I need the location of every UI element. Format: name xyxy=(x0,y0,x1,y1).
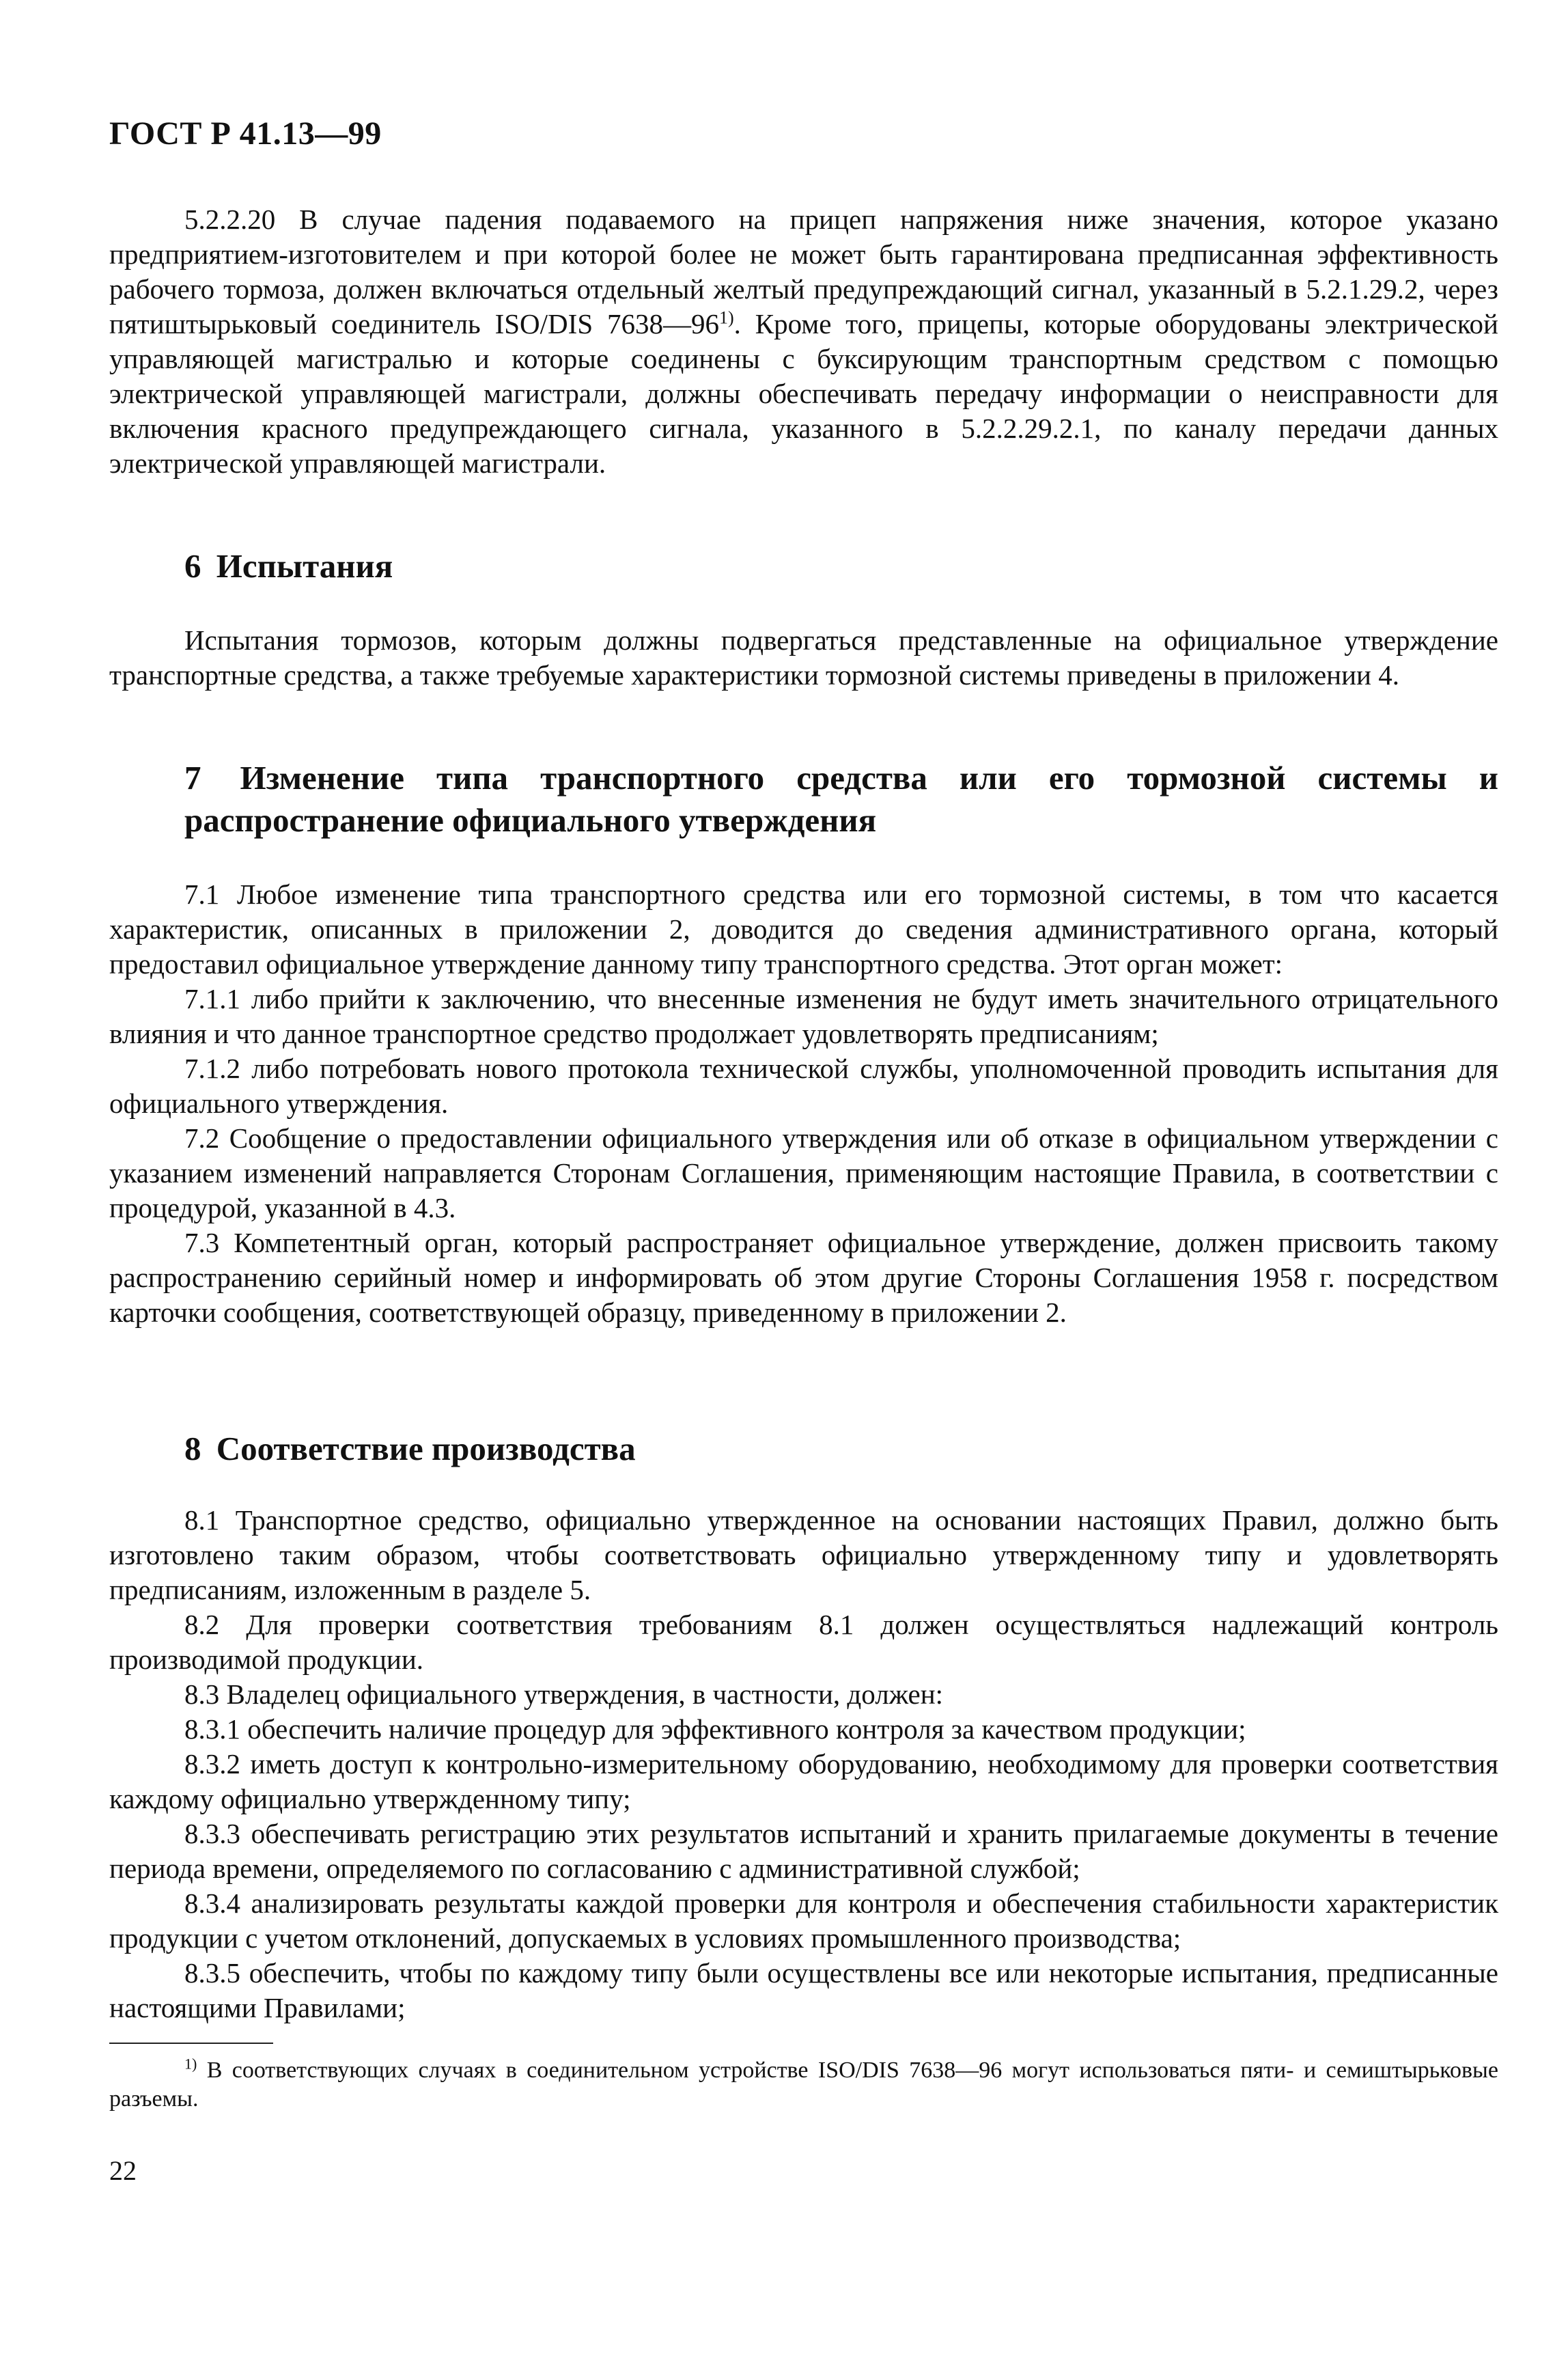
paragraph-7-1-1: 7.1.1 либо прийти к заключению, что внесенные изменения не будут иметь значительного отрицательного влияния и что данное транспортное средство продолжает удовлетворять предписаниям; xyxy=(109,983,1498,1049)
paragraph-8-1: 8.1 Транспортное средство, официально утвержденное на основании настоящих Правил, должно быть изготовлено таким образом, чтобы соответствовать официально утвержденному типу и удовлетворять предписаниям, изложенным в разделе 5. xyxy=(109,1504,1498,1605)
paragraph-7-3: 7.3 Компетентный орган, который распространяет официальное утверждение, должен присвоить такому распространению серийный номер и информировать об этом другие Стороны Соглашения 1958 г. посредством карточки сообщения, соответствующей образцу, приведенному в приложении 2. xyxy=(109,1227,1498,1328)
paragraph-text: 5.2.2.20 В случае падения подаваемого на прицеп напряжения ниже значения, которое указано предприятием-изготовителем и при которой более не может быть гарантирована предписанная эффективность рабочего тормоза, должен включаться отдельный желтый предупреждающий сигнал, указанный в 5.2.1.29.2, через пятиштырьковый соединитель ISO/DIS 7638—96 xyxy=(109,204,1498,340)
document-code: ГОСТ Р 41.13—99 xyxy=(109,115,382,152)
paragraph-8-3: 8.3 Владелец официального утверждения, в частности, должен: xyxy=(184,1678,944,1710)
paragraph-5-2-2-20 xyxy=(109,202,1498,481)
paragraph-7-2: 7.2 Сообщение о предоставлении официального утверждения или об отказе в официальном утверждении с указанием изменений направляется Сторонам Соглашения, применяющим настоящие Правила, в соответствии с процедурой, указанной в 4.3. xyxy=(109,1122,1498,1223)
paragraph-8-2: 8.2 Для проверки соответствия требованиям 8.1 должен осуществляться надлежащий контроль производимой продукции. xyxy=(109,1609,1498,1675)
section-title: Соответствие производства xyxy=(216,1430,636,1467)
section-6-heading xyxy=(184,545,1498,587)
section-number: 7 xyxy=(184,759,201,797)
footnote xyxy=(109,2056,1498,2114)
footnote-text: В соответствующих случаях в соединительном устройстве ISO/DIS 7638—96 могут использоваться пяти- и семиштырьковые разъемы. xyxy=(109,2058,1498,2112)
section-number: 6 xyxy=(184,547,201,585)
section-8-body xyxy=(109,1503,1498,2025)
paragraph-7-1-2: 7.1.2 либо потребовать нового протокола технической службы, уполномоченной проводить испытания для официального утверждения. xyxy=(109,1053,1498,1119)
section-7-heading xyxy=(184,757,1498,842)
paragraph-7-1: 7.1 Любое изменение типа транспортного средства или его тормозной системы, в том что касается характеристик, описанных в приложении 2, доводится до сведения административного органа, который предоставил официальное утверждение данному типу транспортного средства. Этот орган может: xyxy=(109,878,1498,980)
paragraph-8-3-4: 8.3.4 анализировать результаты каждой проверки для контроля и обеспечения стабильности характеристик продукции с учетом отклонений, допускаемых в условиях промышленного производства; xyxy=(109,1887,1498,1954)
section-title: Испытания xyxy=(216,547,393,585)
paragraph-text: . Кроме того, прицепы, которые оборудованы электрической управляющей магистралью и которые соединены с буксирующим транспортным средством с помощью электрической управляющей магистрали, должны обеспечивать передачу информации о неисправности для включения красного предупреждающего сигнала, указанного в 5.2.2.29.2.1, по каналу передачи данных электрической управляющей магистрали. xyxy=(109,308,1498,479)
intro-paragraph-block xyxy=(109,202,1498,481)
footnote-separator xyxy=(109,2043,273,2044)
section-8-heading xyxy=(184,1428,1498,1470)
paragraph: Испытания тормозов, которым должны подвергаться представленные на официальное утверждение транспортные средства, а также требуемые характеристики тормозной системы приведены в приложении 4. xyxy=(109,624,1498,691)
page-number: 22 xyxy=(109,2155,137,2186)
footnote-mark: 1) xyxy=(184,2055,197,2073)
section-title: Изменение типа транспортного средства или его тормозной системы и распространение официального утверждения xyxy=(184,759,1499,839)
paragraph-8-3-3: 8.3.3 обеспечивать регистрацию этих результатов испытаний и хранить прилагаемые документы в течение периода времени, определяемого по согласованию с административной службой; xyxy=(109,1818,1498,1884)
paragraph-8-3-5: 8.3.5 обеспечить, чтобы по каждому типу были осуществлены все или некоторые испытания, предписанные настоящими Правилами; xyxy=(109,1957,1498,2023)
section-7-body xyxy=(109,877,1498,1330)
paragraph-8-3-2: 8.3.2 иметь доступ к контрольно-измерительному оборудованию, необходимому для проверки соответствия каждому официально утвержденному типу; xyxy=(109,1748,1498,1814)
footnote-ref: 1) xyxy=(718,307,734,328)
paragraph-8-3-1: 8.3.1 обеспечить наличие процедур для эффективного контроля за качеством продукции; xyxy=(184,1713,1246,1745)
section-number: 8 xyxy=(184,1430,201,1467)
section-6-body xyxy=(109,623,1498,693)
